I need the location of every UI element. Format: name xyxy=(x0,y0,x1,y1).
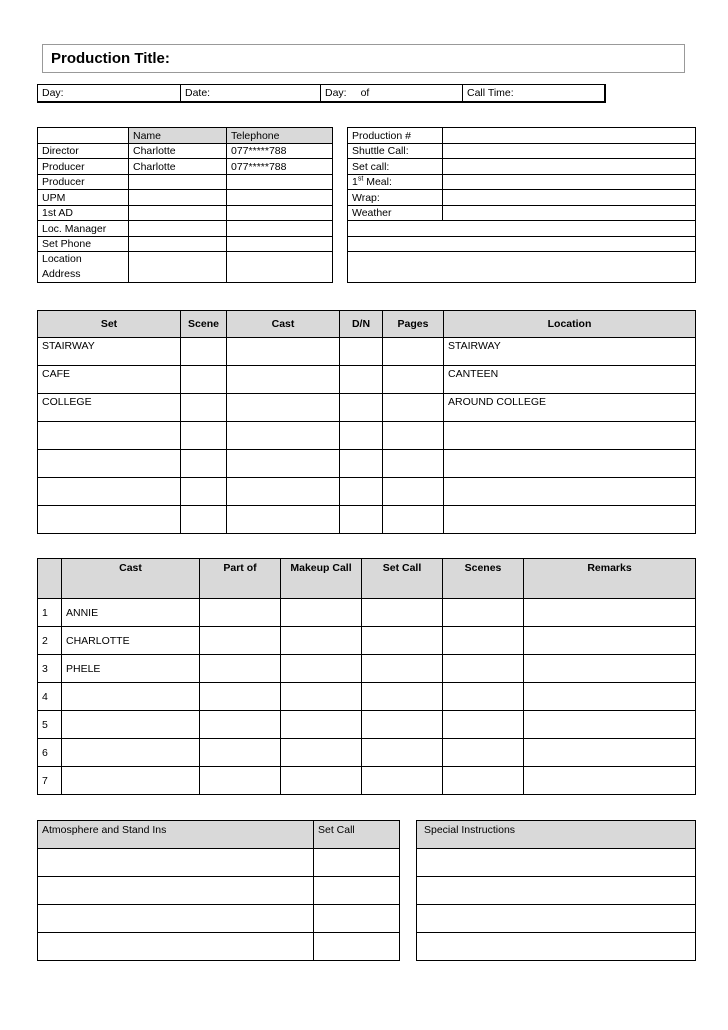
cast-scenes[interactable] xyxy=(443,627,524,655)
cast-scenes[interactable] xyxy=(443,739,524,767)
contact-role: Set Phone xyxy=(38,237,129,252)
location-address-row xyxy=(38,252,333,283)
atmosphere-set-call-cell[interactable] xyxy=(314,905,400,933)
contact-name[interactable] xyxy=(129,237,227,252)
contact-row xyxy=(38,206,333,221)
weather-label: Weather xyxy=(348,206,443,221)
atmosphere-set-call-cell[interactable] xyxy=(314,933,400,961)
scene-location[interactable] xyxy=(444,450,696,478)
special-instructions-cell[interactable] xyxy=(417,933,696,961)
cast-makeup-call[interactable] xyxy=(281,711,362,739)
cast-remarks[interactable] xyxy=(524,739,696,767)
scene-cast[interactable] xyxy=(227,338,340,366)
cast-num: 7 xyxy=(38,767,62,795)
day-label: Day: xyxy=(42,86,64,99)
contact-phone[interactable] xyxy=(227,190,333,206)
date-field[interactable] xyxy=(181,85,321,102)
atmosphere-cell[interactable] xyxy=(38,905,314,933)
cast-makeup-call[interactable] xyxy=(281,767,362,795)
cast-header-cast: Cast xyxy=(62,559,200,599)
contact-name[interactable] xyxy=(129,206,227,221)
cast-name[interactable] xyxy=(62,739,200,767)
scene-pages[interactable] xyxy=(383,338,444,366)
cast-part-of[interactable] xyxy=(200,599,281,627)
scene-row xyxy=(38,366,696,394)
atmosphere-cell[interactable] xyxy=(38,933,314,961)
cast-remarks[interactable] xyxy=(524,627,696,655)
cast-set-call[interactable] xyxy=(362,683,443,711)
contact-role: Loc. Manager xyxy=(38,221,129,237)
shuttle-call-value[interactable] xyxy=(443,144,696,159)
scenes-header-row xyxy=(38,311,696,338)
scene-scene[interactable] xyxy=(181,338,227,366)
contacts-table xyxy=(37,127,333,283)
scene-cast[interactable] xyxy=(227,422,340,450)
day-of-field[interactable] xyxy=(321,85,463,102)
scene-set[interactable] xyxy=(38,506,181,534)
scene-row xyxy=(38,394,696,422)
contacts-header-name: Name xyxy=(129,128,227,144)
atmosphere-table xyxy=(37,820,400,961)
atmosphere-cell[interactable] xyxy=(38,877,314,905)
production-title-box[interactable] xyxy=(42,44,685,73)
cast-row xyxy=(38,711,696,739)
contact-row xyxy=(38,237,333,252)
scene-location[interactable] xyxy=(444,506,696,534)
cast-remarks[interactable] xyxy=(524,655,696,683)
contact-phone[interactable]: 077*****788 xyxy=(227,159,333,175)
cast-name[interactable] xyxy=(62,711,200,739)
cast-part-of[interactable] xyxy=(200,683,281,711)
contact-role: Director xyxy=(38,144,129,159)
cast-remarks[interactable] xyxy=(524,683,696,711)
day-of-label: Day: xyxy=(325,86,347,99)
contact-row xyxy=(38,175,333,190)
contact-role: Producer xyxy=(38,175,129,190)
scene-dn[interactable] xyxy=(340,422,383,450)
cast-num: 3 xyxy=(38,655,62,683)
call-time-label: Call Time: xyxy=(467,86,514,99)
cast-makeup-call[interactable] xyxy=(281,599,362,627)
scene-set[interactable]: CAFE xyxy=(38,366,181,394)
contact-phone[interactable] xyxy=(227,221,333,237)
scene-pages[interactable] xyxy=(383,478,444,506)
scenes-header-location: Location xyxy=(444,311,696,338)
scenes-header-pages: Pages xyxy=(383,311,444,338)
scene-row xyxy=(38,450,696,478)
cast-header-scenes: Scenes xyxy=(443,559,524,599)
scene-cast[interactable] xyxy=(227,506,340,534)
cast-header-makeup-call: Makeup Call xyxy=(281,559,362,599)
first-meal-value[interactable] xyxy=(443,175,696,190)
contact-phone[interactable] xyxy=(227,175,333,190)
location-address-value[interactable] xyxy=(129,252,227,283)
wrap-value[interactable] xyxy=(443,190,696,206)
scene-dn[interactable] xyxy=(340,366,383,394)
cast-remarks[interactable] xyxy=(524,711,696,739)
scene-dn[interactable] xyxy=(340,394,383,422)
scene-location[interactable]: CANTEEN xyxy=(444,366,696,394)
call-sheet-header-row xyxy=(37,84,606,103)
set-call-value[interactable] xyxy=(443,159,696,175)
cast-header-row xyxy=(38,559,696,599)
cast-header-remarks: Remarks xyxy=(524,559,696,599)
scene-cast[interactable] xyxy=(227,366,340,394)
contacts-header-role xyxy=(38,128,129,144)
contact-role: Producer xyxy=(38,159,129,175)
shuttle-call-label: Shuttle Call: xyxy=(348,144,443,159)
special-instructions-cell[interactable] xyxy=(417,849,696,877)
contact-name[interactable] xyxy=(129,190,227,206)
scene-dn[interactable] xyxy=(340,506,383,534)
scene-pages[interactable] xyxy=(383,366,444,394)
scene-pages[interactable] xyxy=(383,394,444,422)
cast-set-call[interactable] xyxy=(362,627,443,655)
set-call-label: Set call: xyxy=(348,159,443,175)
cast-name[interactable]: CHARLOTTE xyxy=(62,627,200,655)
cast-part-of[interactable] xyxy=(200,739,281,767)
cast-num: 2 xyxy=(38,627,62,655)
atmosphere-row xyxy=(38,849,400,877)
scene-scene[interactable] xyxy=(181,394,227,422)
cast-remarks[interactable] xyxy=(524,767,696,795)
atmosphere-header: Atmosphere and Stand Ins xyxy=(38,821,314,849)
cast-set-call[interactable] xyxy=(362,599,443,627)
date-label: Date: xyxy=(185,86,211,99)
scene-row xyxy=(38,506,696,534)
scene-row xyxy=(38,478,696,506)
cast-part-of[interactable] xyxy=(200,655,281,683)
atmosphere-set-call-cell[interactable] xyxy=(314,877,400,905)
cast-part-of[interactable] xyxy=(200,767,281,795)
scene-location[interactable] xyxy=(444,478,696,506)
cast-name[interactable] xyxy=(62,767,200,795)
cast-makeup-call[interactable] xyxy=(281,655,362,683)
scene-scene[interactable] xyxy=(181,506,227,534)
cast-part-of[interactable] xyxy=(200,711,281,739)
cast-scenes[interactable] xyxy=(443,683,524,711)
scene-scene[interactable] xyxy=(181,422,227,450)
special-instructions-cell[interactable] xyxy=(417,905,696,933)
info-extra-cell[interactable] xyxy=(348,237,696,252)
cast-num: 1 xyxy=(38,599,62,627)
cast-name[interactable] xyxy=(62,683,200,711)
info-extra-cell[interactable] xyxy=(348,252,696,283)
scenes-table xyxy=(37,310,696,534)
atmosphere-row xyxy=(38,905,400,933)
contacts-header-telephone: Telephone xyxy=(227,128,333,144)
contact-name[interactable] xyxy=(129,221,227,237)
cast-makeup-call[interactable] xyxy=(281,627,362,655)
contact-row xyxy=(38,190,333,206)
scene-dn[interactable] xyxy=(340,338,383,366)
scene-pages[interactable] xyxy=(383,422,444,450)
atmosphere-header-row xyxy=(38,821,400,849)
scene-location[interactable] xyxy=(444,422,696,450)
scene-row xyxy=(38,338,696,366)
production-number-value[interactable] xyxy=(443,128,696,144)
weather-value[interactable] xyxy=(443,206,696,221)
scene-pages[interactable] xyxy=(383,450,444,478)
production-title-label: Production Title: xyxy=(51,50,170,67)
contact-name[interactable]: Charlotte xyxy=(129,144,227,159)
production-info-extra xyxy=(347,220,696,283)
scene-cast[interactable] xyxy=(227,478,340,506)
first-meal-label: 1st Meal: xyxy=(348,175,443,190)
call-time-field[interactable] xyxy=(463,85,605,102)
contact-name[interactable] xyxy=(129,175,227,190)
production-info-table xyxy=(347,127,696,221)
cast-header-part-of: Part of xyxy=(200,559,281,599)
production-number-label: Production # xyxy=(348,128,443,144)
scene-cast[interactable] xyxy=(227,394,340,422)
cast-scenes[interactable] xyxy=(443,599,524,627)
cast-num: 6 xyxy=(38,739,62,767)
contact-row xyxy=(38,221,333,237)
cast-header-set-call: Set Call xyxy=(362,559,443,599)
atmosphere-cell[interactable] xyxy=(38,849,314,877)
scenes-header-dn: D/N xyxy=(340,311,383,338)
cast-table xyxy=(37,558,696,795)
cast-part-of[interactable] xyxy=(200,627,281,655)
cast-set-call[interactable] xyxy=(362,767,443,795)
cast-name[interactable]: PHELE xyxy=(62,655,200,683)
scene-scene[interactable] xyxy=(181,366,227,394)
atmosphere-set-call-header: Set Call xyxy=(314,821,400,849)
scene-cast[interactable] xyxy=(227,450,340,478)
contacts-header-row xyxy=(38,128,333,144)
cast-set-call[interactable] xyxy=(362,739,443,767)
cast-remarks[interactable] xyxy=(524,599,696,627)
cast-row xyxy=(38,767,696,795)
contact-role: UPM xyxy=(38,190,129,206)
cast-makeup-call[interactable] xyxy=(281,739,362,767)
cast-makeup-call[interactable] xyxy=(281,683,362,711)
special-instructions-header: Special Instructions xyxy=(417,821,696,849)
scene-row xyxy=(38,422,696,450)
cast-row xyxy=(38,739,696,767)
scene-scene[interactable] xyxy=(181,450,227,478)
location-address-label: Location Address xyxy=(38,252,129,283)
contact-row xyxy=(38,144,333,159)
cast-set-call[interactable] xyxy=(362,655,443,683)
contact-phone[interactable] xyxy=(227,237,333,252)
contact-phone[interactable]: 077*****788 xyxy=(227,144,333,159)
scene-location[interactable]: AROUND COLLEGE xyxy=(444,394,696,422)
scene-set[interactable] xyxy=(38,478,181,506)
cast-row xyxy=(38,599,696,627)
cast-row xyxy=(38,627,696,655)
atmosphere-set-call-cell[interactable] xyxy=(314,849,400,877)
cast-header-num xyxy=(38,559,62,599)
special-instructions-table xyxy=(416,820,696,961)
contact-row xyxy=(38,159,333,175)
atmosphere-row xyxy=(38,877,400,905)
cast-scenes[interactable] xyxy=(443,767,524,795)
scene-dn[interactable] xyxy=(340,450,383,478)
cast-row xyxy=(38,655,696,683)
scenes-header-cast: Cast xyxy=(227,311,340,338)
of-label: of xyxy=(360,86,370,99)
day-field[interactable] xyxy=(38,85,181,102)
location-address-value[interactable] xyxy=(227,252,333,283)
scenes-header-set: Set xyxy=(38,311,181,338)
scene-dn[interactable] xyxy=(340,478,383,506)
wrap-label: Wrap: xyxy=(348,190,443,206)
scene-scene[interactable] xyxy=(181,478,227,506)
atmosphere-row xyxy=(38,933,400,961)
cast-name[interactable]: ANNIE xyxy=(62,599,200,627)
cast-num: 4 xyxy=(38,683,62,711)
cast-set-call[interactable] xyxy=(362,711,443,739)
contact-name[interactable]: Charlotte xyxy=(129,159,227,175)
cast-scenes[interactable] xyxy=(443,711,524,739)
scene-pages[interactable] xyxy=(383,506,444,534)
info-extra-cell[interactable] xyxy=(348,221,696,237)
special-instructions-cell[interactable] xyxy=(417,877,696,905)
scene-location[interactable]: STAIRWAY xyxy=(444,338,696,366)
cast-num: 5 xyxy=(38,711,62,739)
scene-set[interactable]: COLLEGE xyxy=(38,394,181,422)
cast-row xyxy=(38,683,696,711)
scene-set[interactable] xyxy=(38,450,181,478)
contact-role: 1st AD xyxy=(38,206,129,221)
scenes-header-scene: Scene xyxy=(181,311,227,338)
cast-scenes[interactable] xyxy=(443,655,524,683)
scene-set[interactable] xyxy=(38,422,181,450)
scene-set[interactable]: STAIRWAY xyxy=(38,338,181,366)
contact-phone[interactable] xyxy=(227,206,333,221)
